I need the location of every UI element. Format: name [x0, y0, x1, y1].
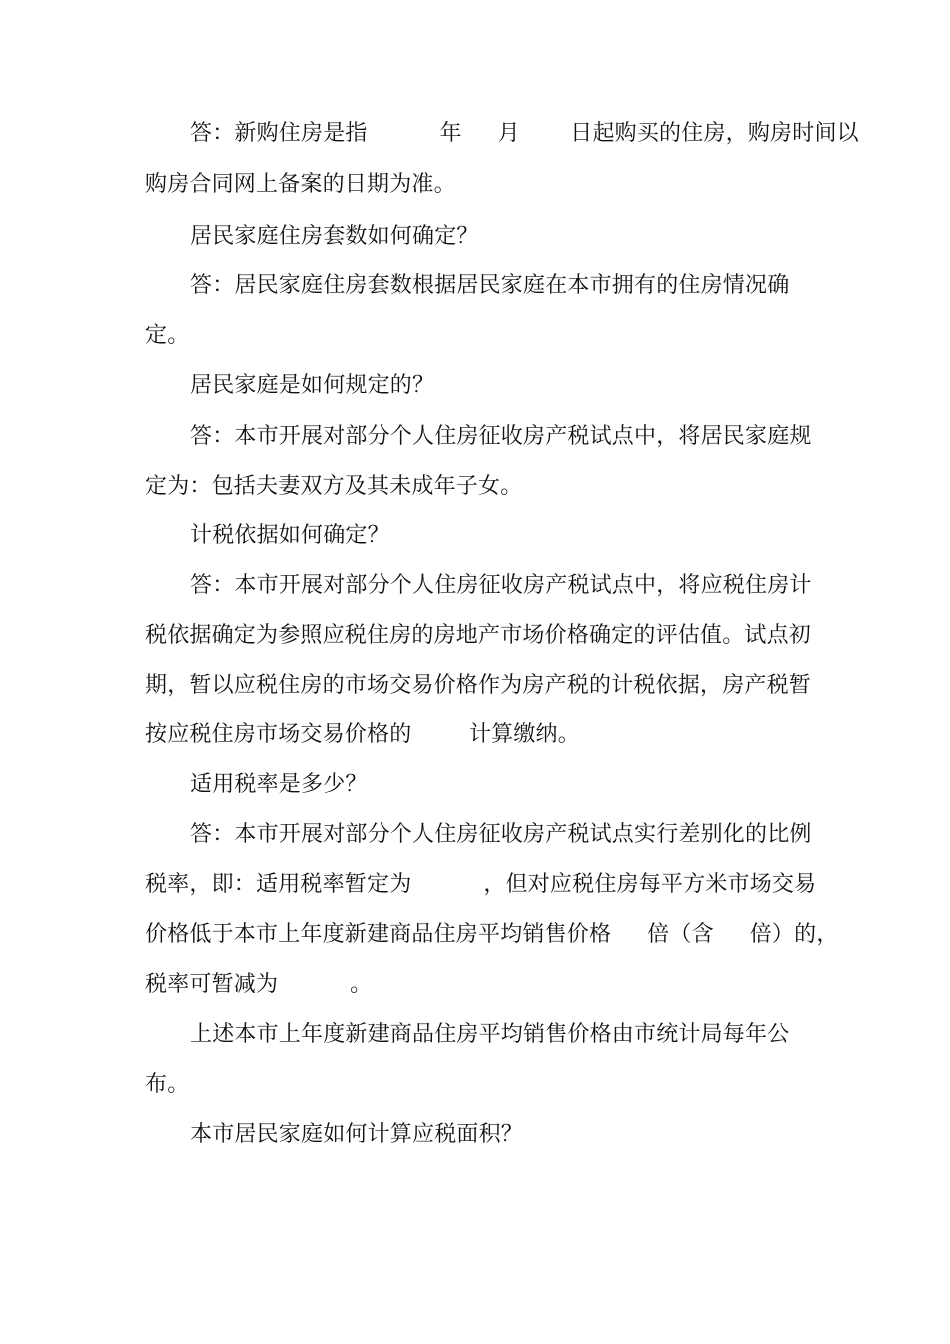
- paragraph-line: 上述本市上年度新建商品住房平均销售价格由市统计局每年公: [190, 1022, 790, 1047]
- question-heading: 居民家庭是如何规定的？: [190, 373, 435, 398]
- paragraph-line: 期，暂以应税住房的市场交易价格作为房产税的计税依据，房产税暂: [145, 673, 812, 698]
- paragraph-line: 答：居民家庭住房套数根据居民家庭在本市拥有的住房情况确: [190, 273, 790, 298]
- paragraph-line: 价格低于本市上年度新建商品住房平均销售价格 倍（含 倍）的，: [145, 922, 839, 947]
- question-heading: 居民家庭住房套数如何确定？: [190, 224, 479, 249]
- paragraph-line: 税率，即：适用税率暂定为 ，但对应税住房每平方米市场交易: [145, 872, 817, 897]
- paragraph-line: 按应税住房市场交易价格的 计算缴纳。: [145, 722, 580, 747]
- question-heading: 计税依据如何确定？: [190, 523, 390, 548]
- paragraph-line: 答：本市开展对部分个人住房征收房产税试点中，将居民家庭规: [190, 424, 812, 449]
- paragraph-line: 布。: [145, 1072, 190, 1097]
- paragraph-line: 定为：包括夫妻双方及其未成年子女。: [145, 474, 523, 499]
- paragraph-line: 税依据确定为参照应税住房的房地产市场价格确定的评估值。试点初: [145, 623, 812, 648]
- paragraph-line: 定。: [145, 323, 190, 348]
- question-heading: 本市居民家庭如何计算应税面积？: [190, 1122, 524, 1147]
- paragraph-line: 购房合同网上备案的日期为准。: [145, 172, 456, 197]
- paragraph-line: 答：本市开展对部分个人住房征收房产税试点中，将应税住房计: [190, 573, 812, 598]
- paragraph-line: 答：新购住房是指 年 月 日起购买的住房，购房时间以: [190, 121, 859, 146]
- paragraph-line: 答：本市开展对部分个人住房征收房产税试点实行差别化的比例: [190, 822, 812, 847]
- paragraph-line: 税率可暂减为 。: [145, 972, 373, 997]
- question-heading: 适用税率是多少？: [190, 772, 368, 797]
